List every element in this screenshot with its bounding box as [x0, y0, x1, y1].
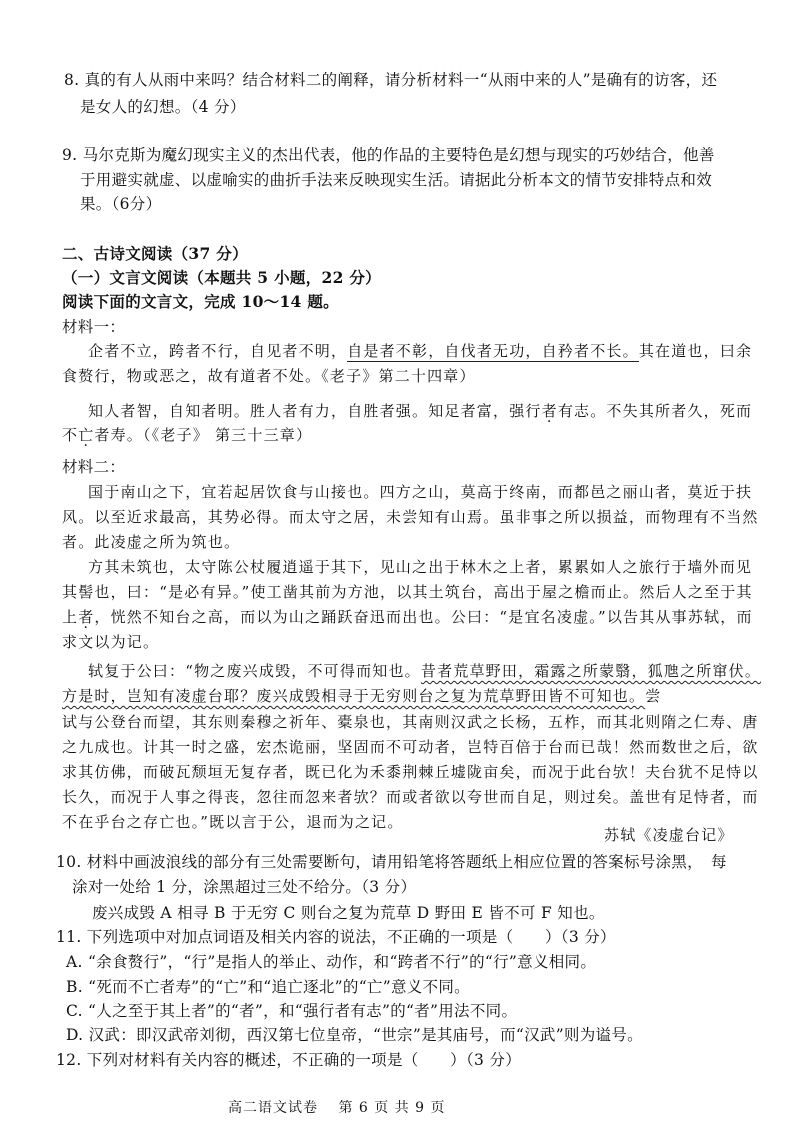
m2-line-12: 求其仿佛，而破瓦颓垣无复存者，既已化为禾黍荆棘丘墟陇亩矣，而况于此台欤！夫台犹不足恃以 [62, 763, 759, 781]
q9-line-3: 果。（6分） [80, 195, 162, 213]
q11-option-b: B. “死而不亡者寿”的“亡”和“追亡逐北”的“亡”意义不同。 [66, 978, 470, 996]
q10-options: 废兴成毁 A 相寻 B 于无穷 C 则台之复为荒草 D 野田 E 皆不可 F 知也。 [92, 904, 605, 922]
m1-p1-text: 企者不立，跨者不行，自见者不明， [88, 342, 348, 360]
q10-line-1: 10. 材料中画波浪线的部分有三处需要断句，请用铅笔将答题纸上相应位置的答案标号涂黑， 每 [56, 853, 727, 871]
m2-line-8 [88, 661, 761, 681]
m2-line-14: 不在乎台之存亡也。”既以言于公，退而为之记。 [62, 813, 404, 831]
m2-l9-post: 尝 [645, 687, 662, 705]
wavy-underlined-text-1: 昔者荒草野田，霜露之所蒙翳，狐虺之所窜伏。 [420, 662, 762, 680]
m1-p2-text: 知人者智，自知者明。胜人者有力，自胜者强。知足者富，强行 [88, 402, 542, 420]
material-2-source: 苏轼《凌虚台记》 [604, 826, 734, 844]
m2-l8-pre: 轼复于公曰：“物之废兴成毁，不可得而知也。 [88, 662, 421, 680]
q10-line-2: 涂对一处给 1 分，涂黑超过三处不给分。（3 分） [72, 878, 417, 896]
q12-stem: 12. 下列对材料有关内容的概述，不正确的一项是（ ）（3 分） [56, 1051, 522, 1069]
dotted-char-zhe: 者 [541, 402, 558, 420]
m1-p2b-text: 不 [62, 426, 79, 444]
wavy-underlined-text-2: 方是时，岂知有凌虚台耶？废兴成毁相寻于无穷则台之复为荒草野田皆不可知也。 [62, 687, 646, 705]
q11-option-a: A. “余食赘行”，“行”是指人的举止、动作，和“跨者不行”的“行”意义相同。 [66, 953, 597, 971]
subsection-title: （一）文言文阅读（本题共 5 小题，22 分） [62, 268, 381, 287]
m1-p1-text-tail: 其在道也，曰余 [638, 342, 753, 360]
m2-line-4: 方其未筑也，太守陈公杖履逍遥于其下，见山之出于林木之上者，累累如人之旅行于墙外而见 [88, 558, 753, 576]
m2-line-9 [62, 686, 661, 706]
m2-line-2: 风。以至近求最高，其势必得。而太守之居，未尝知有山焉。虽非事之所以损益，而物理有不当然 [62, 508, 759, 526]
q11-stem: 11. 下列选项中对加点词语及相关内容的说法，不正确的一项是（ ）（3 分） [56, 928, 616, 946]
q9-line-1: 9. 马尔克斯为魔幻现实主义的杰出代表，他的作品的主要特色是幻想与现实的巧妙结合，他善 [62, 146, 715, 164]
m2-line-5: 其髻也，曰：“是必有异。”使工凿其前为方池，以其土筑台，高出于屋之檐而止。然后人之至于其 [62, 583, 753, 601]
q11-option-d: D. 汉武：即汉武帝刘彻，西汉第七位皇帝，“世宗”是其庙号，而“汉武”则为谥号。 [66, 1026, 643, 1044]
m2-line-1: 国于南山之下，宜若起居饮食与山接也。四方之山，莫高于终南，而都邑之丽山者，莫近于扶 [88, 483, 753, 501]
material-1-p2-line-1 [88, 401, 752, 421]
material-1-label: 材料一： [62, 318, 126, 336]
material-2-label: 材料二： [62, 458, 126, 476]
q11-option-c: C. “人之至于其上者”的“者”，和“强行者有志”的“者”用法不同。 [66, 1002, 518, 1020]
section-title: 二、古诗文阅读（37 分） [62, 244, 248, 263]
material-1-p1-line-2: 食赘行，物或恶之，故有道者不处。《老子》第二十四章） [62, 367, 476, 385]
m1-p2b-text-tail: 者寿。（《老子》 第三十三章） [94, 426, 313, 444]
dotted-char-zhe-2: 者 [78, 608, 95, 626]
m2-line-3: 者。此凌虚之所为筑也。 [62, 533, 241, 551]
q8-line-2: 是女人的幻想。（4 分） [80, 98, 246, 116]
material-1-p1-line-1 [88, 341, 752, 361]
m2-l6-pre: 上 [62, 608, 79, 626]
q8-line-1: 8. 真的有人从雨中来吗？结合材料二的阐释，请分析材料一“从雨中来的人”是确有的访客，还 [64, 71, 718, 89]
page-footer: 高二语文试卷 第 6 页 共 9 页 [228, 1100, 446, 1116]
m1-underlined-text: 自是者不彰，自伐者无功，自矜者不长。 [347, 342, 639, 360]
m2-line-6 [62, 607, 753, 627]
m2-line-7: 求文以为记。 [62, 633, 160, 651]
reading-instruction: 阅读下面的文言文，完成 10～14 题。 [62, 292, 339, 311]
m2-line-13: 长久，而况于人事之得丧，忽往而忽来者欤？而或者欲以夸世而自足，则过矣。盖世有足恃者，而 [62, 788, 759, 806]
m2-line-10: 试与公登台而望，其东则秦穆之祈年、橐泉也，其南则汉武之长杨，五柞，而其北则隋之仁寿、唐 [62, 713, 759, 731]
m2-line-11: 之九成也。计其一时之盛，宏杰诡丽，坚固而不可动者，岂特百倍于台而已哉！然而数世之后，欲 [62, 738, 759, 756]
q9-line-2: 于用避实就虚、以虚喻实的曲折手法来反映现实生活。请据此分析本文的情节安排特点和效 [80, 171, 713, 189]
m2-l6-post: ，恍然不知台之高，而以为山之踊跃奋迅而出也。公曰：“是宜名凌虚。”以告其从事苏轼，而 [94, 608, 753, 626]
m1-p2-text-tail: 有志。不失其所者久，死而 [557, 402, 753, 420]
material-1-p2-line-2 [62, 425, 312, 445]
dotted-char-wang: 亡 [78, 426, 95, 444]
